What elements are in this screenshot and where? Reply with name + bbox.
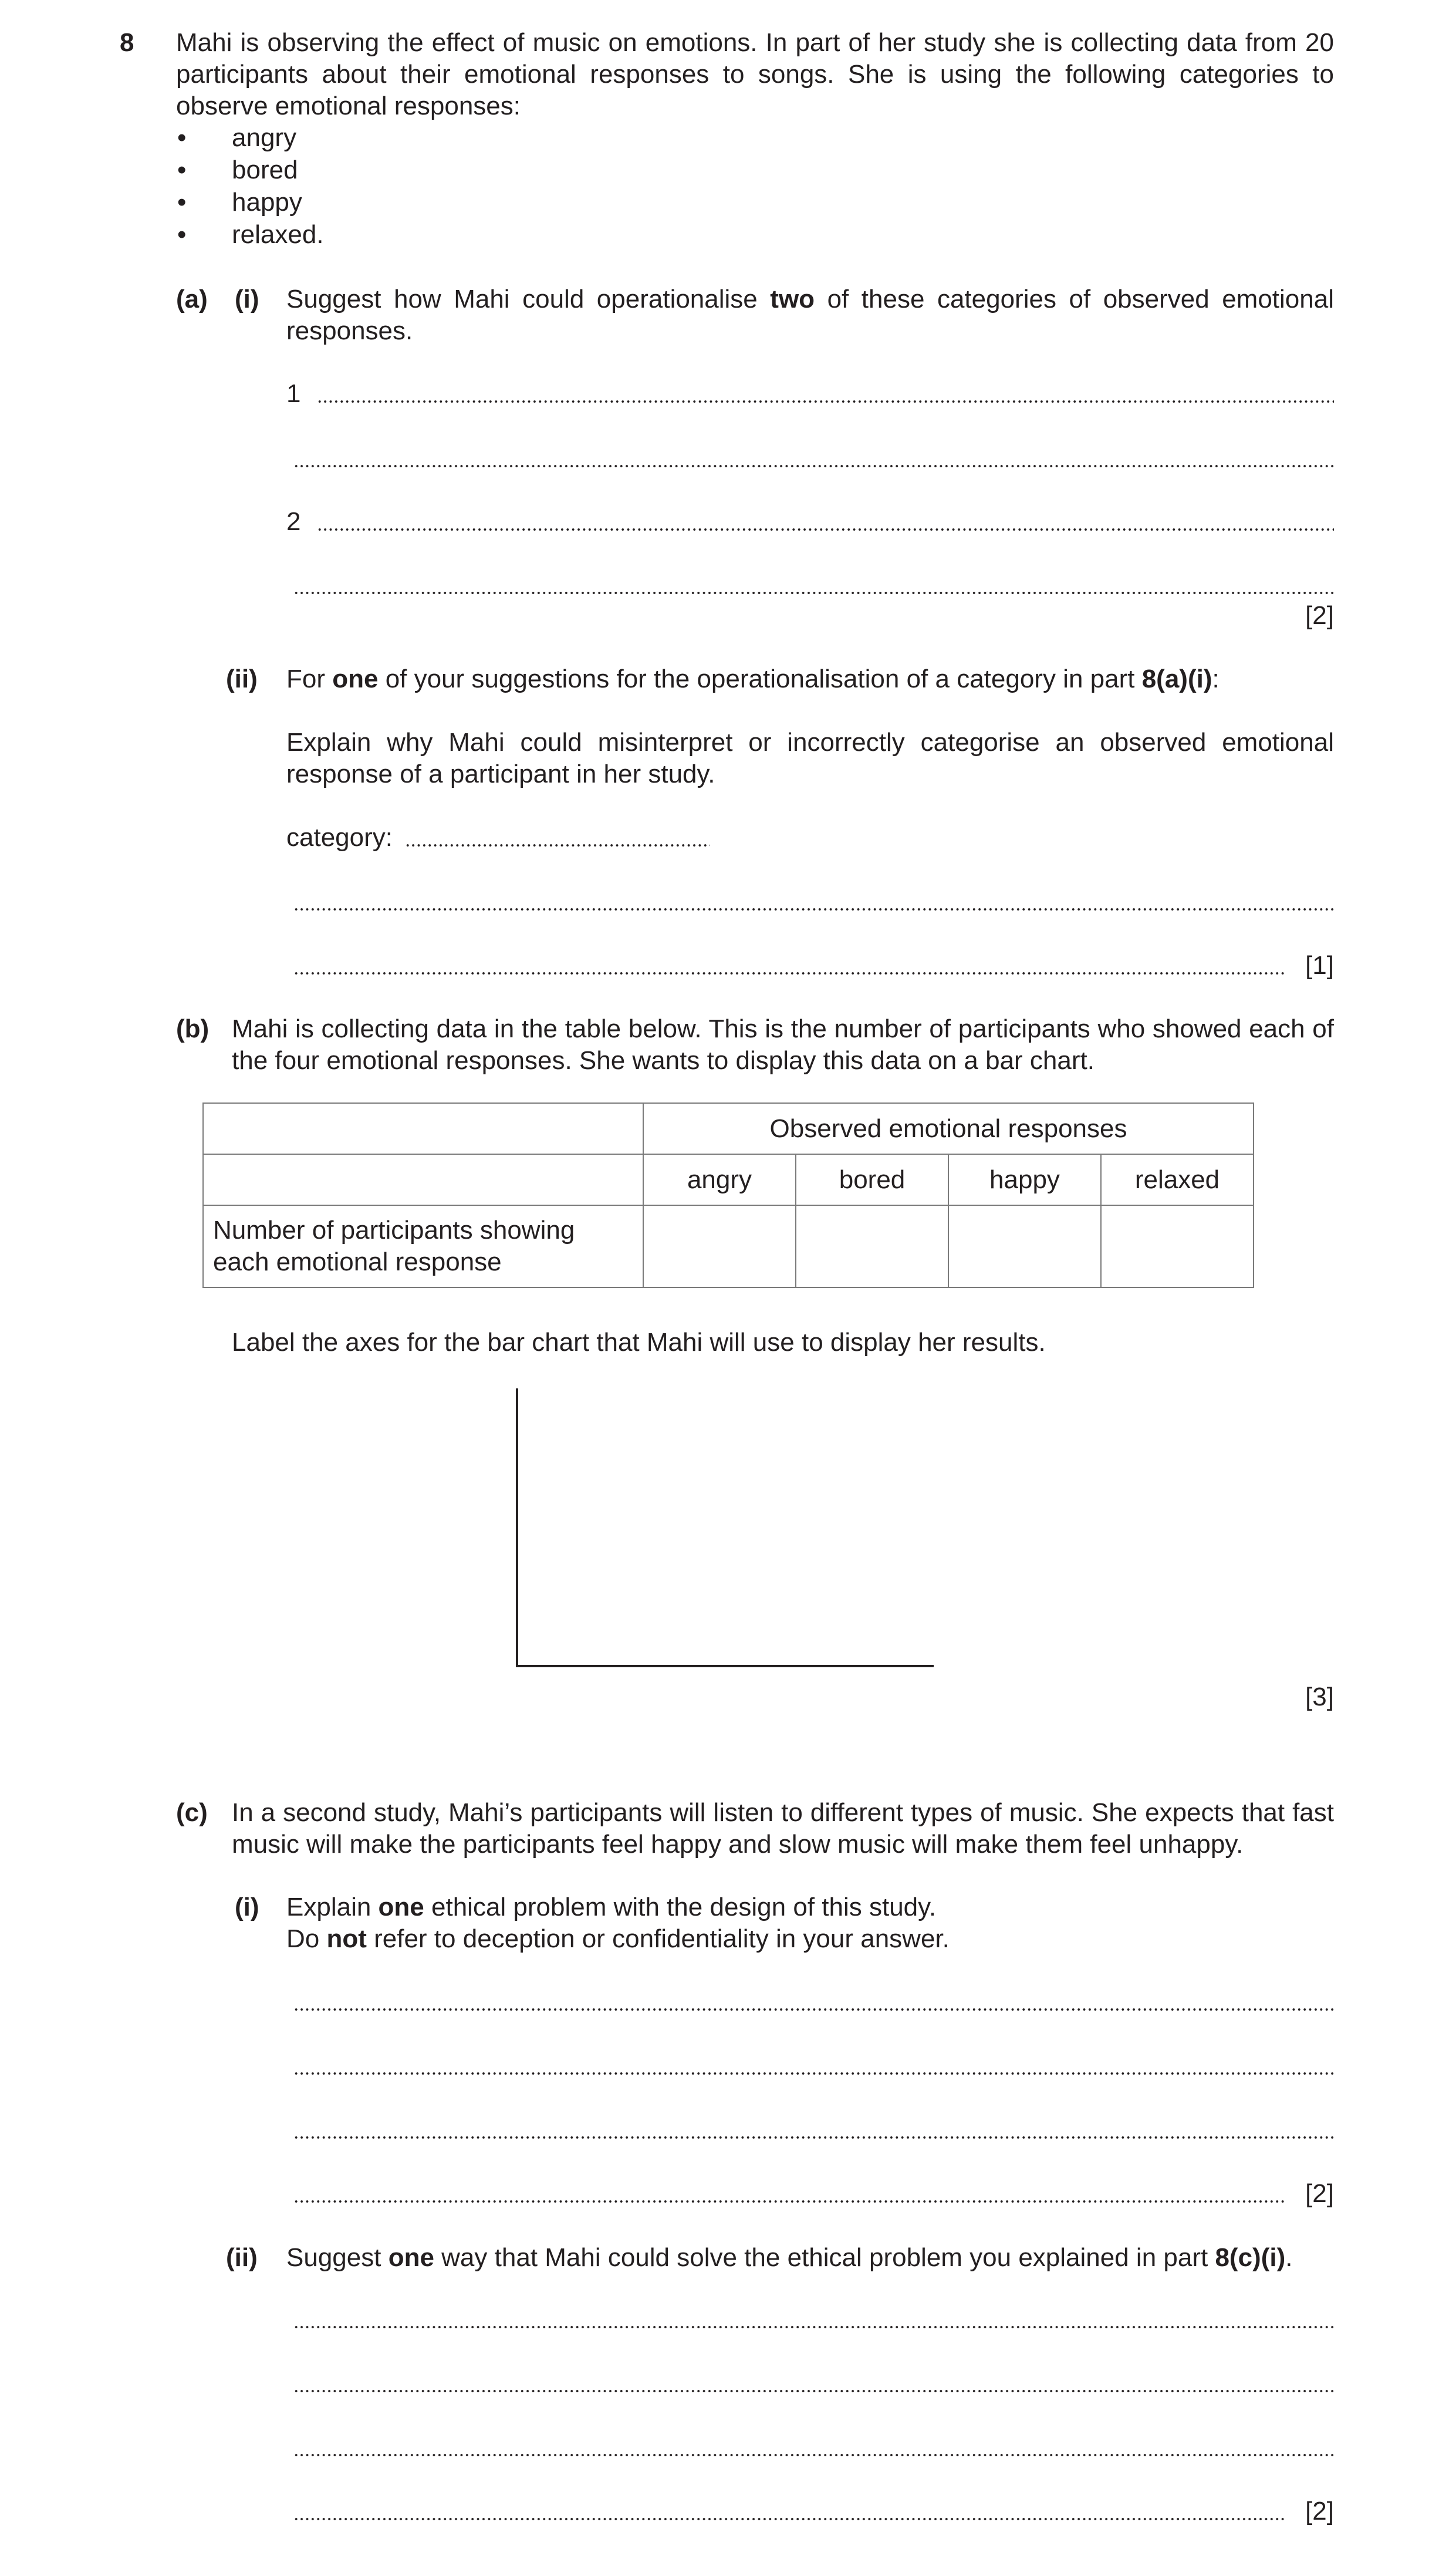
marks-label: [1]: [1305, 951, 1334, 980]
question-intro: Mahi is observing the effect of music on emotions. In part of her study she is collecting data from 20 participants about their emotional responses to songs. She is using the following categories to observe emotional responses:: [176, 28, 1334, 120]
table-row: [203, 1205, 1254, 1287]
part-a-i-label: (i): [235, 285, 259, 313]
table-cell[interactable]: [1101, 1205, 1254, 1287]
column-header-happy: happy: [948, 1154, 1101, 1205]
column-header-relaxed: relaxed: [1101, 1154, 1254, 1205]
answer-line[interactable]: [293, 2072, 1334, 2075]
answer-line[interactable]: [317, 400, 1334, 403]
answer-line[interactable]: [293, 2454, 1334, 2456]
answer-line[interactable]: [293, 2008, 1334, 2011]
part-a-ii-explain: Explain why Mahi could misinterpret or incorrectly categorise an observed emotional response of a participant in her study.: [286, 728, 1334, 788]
list-item: • angry: [176, 122, 324, 154]
answer-line[interactable]: [293, 2518, 1285, 2520]
answer-line[interactable]: [293, 908, 1334, 911]
table-group-header: Observed emotional responses: [643, 1103, 1254, 1154]
answer-line[interactable]: [293, 592, 1334, 594]
part-c-i-prompt: Explain one ethical problem with the design of this study. Do not refer to deception or confidentiality in your answer.: [286, 1893, 950, 1953]
table-cell[interactable]: [643, 1205, 796, 1287]
table-cell[interactable]: [796, 1205, 948, 1287]
answer-line[interactable]: [293, 2200, 1285, 2203]
category-answer-line[interactable]: [405, 844, 710, 847]
blank-chart-axes[interactable]: [515, 1388, 938, 1670]
part-a-ii-prompt: For one of your suggestions for the operationalisation of a category in part 8(a)(i):: [286, 665, 1219, 693]
answer-line[interactable]: [293, 2136, 1334, 2139]
category-list: [176, 122, 324, 251]
marks-label: [2]: [1305, 2497, 1334, 2526]
part-a-ii-label: (ii): [226, 665, 258, 693]
marks-label: [2]: [1305, 601, 1334, 630]
part-c-i-label: (i): [235, 1893, 259, 1921]
marks-label: [3]: [1305, 1683, 1334, 1711]
answer-line-number: 1: [286, 379, 301, 408]
table-cell: [203, 1154, 643, 1205]
part-c-text: In a second study, Mahi’s participants will listen to different types of music. She expects that fast music will make the participants feel happy and slow music will make them feel unhappy.: [232, 1798, 1334, 1859]
marks-label: [2]: [1305, 2179, 1334, 2208]
table-cell[interactable]: [948, 1205, 1101, 1287]
row-label: Number of participants showing each emotional response: [203, 1205, 643, 1287]
part-a-label: (a): [176, 285, 208, 313]
list-item: • bored: [176, 154, 324, 187]
answer-line[interactable]: [293, 972, 1285, 975]
part-a-i-prompt: Suggest how Mahi could operationalise two of these categories of observed emotional responses.: [286, 285, 1334, 345]
question-number: 8: [120, 28, 134, 57]
part-c-ii-prompt: Suggest one way that Mahi could solve the ethical problem you explained in part 8(c)(i).: [286, 2243, 1293, 2272]
part-c-label: (c): [176, 1798, 208, 1827]
part-b-instruction: Label the axes for the bar chart that Mahi will use to display her results.: [232, 1328, 1046, 1357]
answer-line[interactable]: [293, 465, 1334, 467]
part-c-ii-label: (ii): [226, 2243, 258, 2272]
part-b-label: (b): [176, 1014, 210, 1043]
list-item: • happy: [176, 187, 324, 219]
table-row: [203, 1154, 1254, 1205]
column-header-angry: angry: [643, 1154, 796, 1205]
emotional-responses-table: [202, 1103, 1254, 1288]
table-cell: [203, 1103, 643, 1154]
answer-line[interactable]: [293, 2326, 1334, 2328]
category-label: category:: [286, 823, 393, 852]
answer-line-number: 2: [286, 507, 301, 536]
column-header-bored: bored: [796, 1154, 948, 1205]
table-row: [203, 1103, 1254, 1154]
list-item: • relaxed.: [176, 219, 324, 251]
answer-line[interactable]: [317, 528, 1334, 531]
part-b-text: Mahi is collecting data in the table below. This is the number of participants who showed each of the four emotional responses. She wants to display this data on a bar chart.: [232, 1014, 1334, 1075]
answer-line[interactable]: [293, 2390, 1334, 2392]
